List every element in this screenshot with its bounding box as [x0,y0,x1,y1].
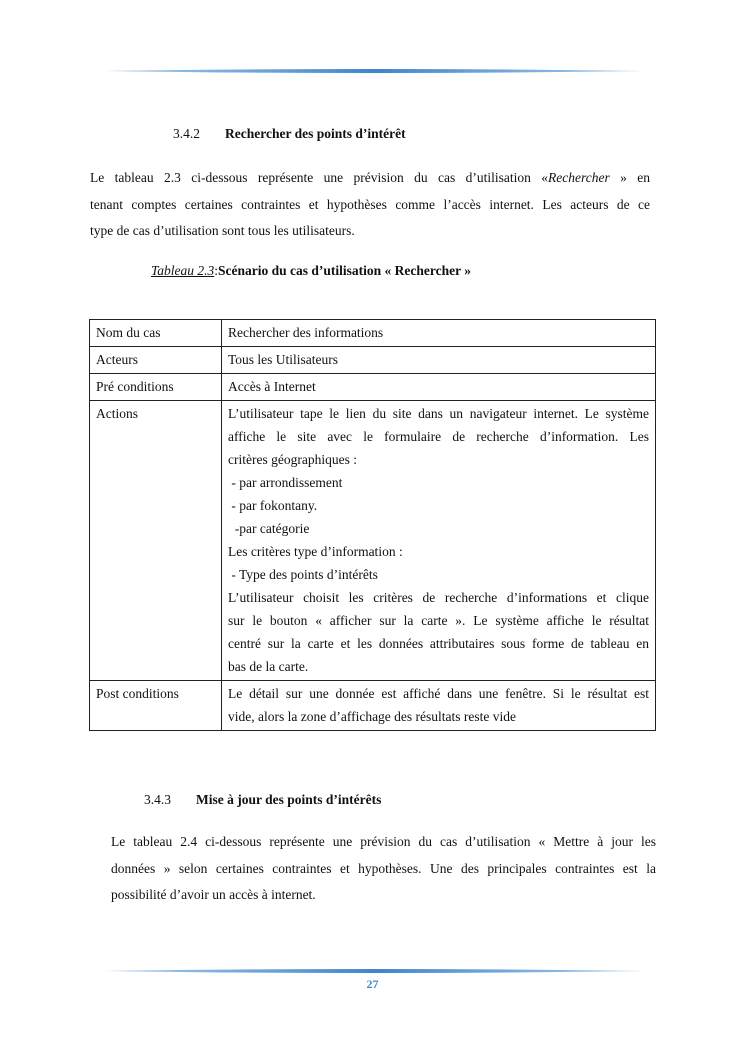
table-row [90,401,656,681]
paragraph-line: possibilité d’avoir un accès à internet. [111,887,316,902]
cell-line: critères géographiques : [228,452,357,467]
cell-line: affiche le site avec le formulaire de recherche d’information. Les [228,429,649,444]
table-row [90,347,656,374]
section-number: 3.4.3 [144,792,171,807]
row-key: Post conditions [90,681,222,731]
cell-line: - Type des points d’intérêts [228,567,378,582]
cell-line: Le détail sur une donnée est affiché dans une fenêtre. Si le résultat est [228,686,649,701]
cell-line: L’utilisateur tape le lien du site dans un navigateur internet. Le système [228,406,649,421]
table-caption [151,263,471,279]
caption-label: Tableau 2.3 [151,263,215,278]
row-value [222,681,656,731]
row-key: Actions [90,401,222,681]
section-heading-3-4-2 [173,126,406,142]
cell-line: -par catégorie [228,521,310,536]
outro-paragraph [111,829,656,909]
row-value: Rechercher des informations [222,320,656,347]
section-heading-3-4-3 [144,792,381,808]
cell-line: vide, alors la zone d’affichage des résultats reste vide [228,709,517,724]
row-key: Nom du cas [90,320,222,347]
row-value [222,401,656,681]
intro-paragraph [90,165,650,245]
footer-rule [104,968,644,974]
row-value: Accès à Internet [222,374,656,401]
row-key: Acteurs [90,347,222,374]
cell-line: centré sur la carte et les données attributaires sous forme de tableau en [228,636,649,651]
cell-line: sur le bouton « afficher sur la carte ». Le système affiche le résultat [228,613,649,628]
cell-line: bas de la carte. [228,659,309,674]
row-key: Pré conditions [90,374,222,401]
caption-title: Scénario du cas d’utilisation « Rechercher » [218,263,472,278]
table-row [90,681,656,731]
paragraph-line: Le tableau 2.4 ci-dessous représente une prévision du cas d’utilisation « Mettre à jour les [111,834,656,849]
table-row [90,374,656,401]
cell-line: - par arrondissement [228,475,343,490]
row-value: Tous les Utilisateurs [222,347,656,374]
page-number: 27 [366,977,379,991]
section-title: Rechercher des points d’intérêt [225,126,406,141]
caption-separator: : [214,263,219,278]
section-number: 3.4.2 [173,126,200,141]
paragraph-line: Le tableau 2.3 ci-dessous représente une prévision du cas d’utilisation «Rechercher » en [90,170,650,185]
table-row [90,320,656,347]
header-rule [104,68,644,74]
cell-line: Les critères type d’information : [228,544,403,559]
paragraph-line: données » selon certaines contraintes et hypothèses. Une des principales contraintes est la [111,860,656,876]
use-case-table [89,319,656,731]
cell-line: L’utilisateur choisit les critères de recherche d’informations et clique [228,590,649,605]
cell-line: - par fokontany. [228,498,318,513]
section-title: Mise à jour des points d’intérêts [196,792,382,807]
paragraph-line: tenant comptes certaines contraintes et hypothèses comme l’accès internet. Les acteurs de ce [90,196,650,212]
paragraph-line: type de cas d’utilisation sont tous les utilisateurs. [90,223,355,238]
